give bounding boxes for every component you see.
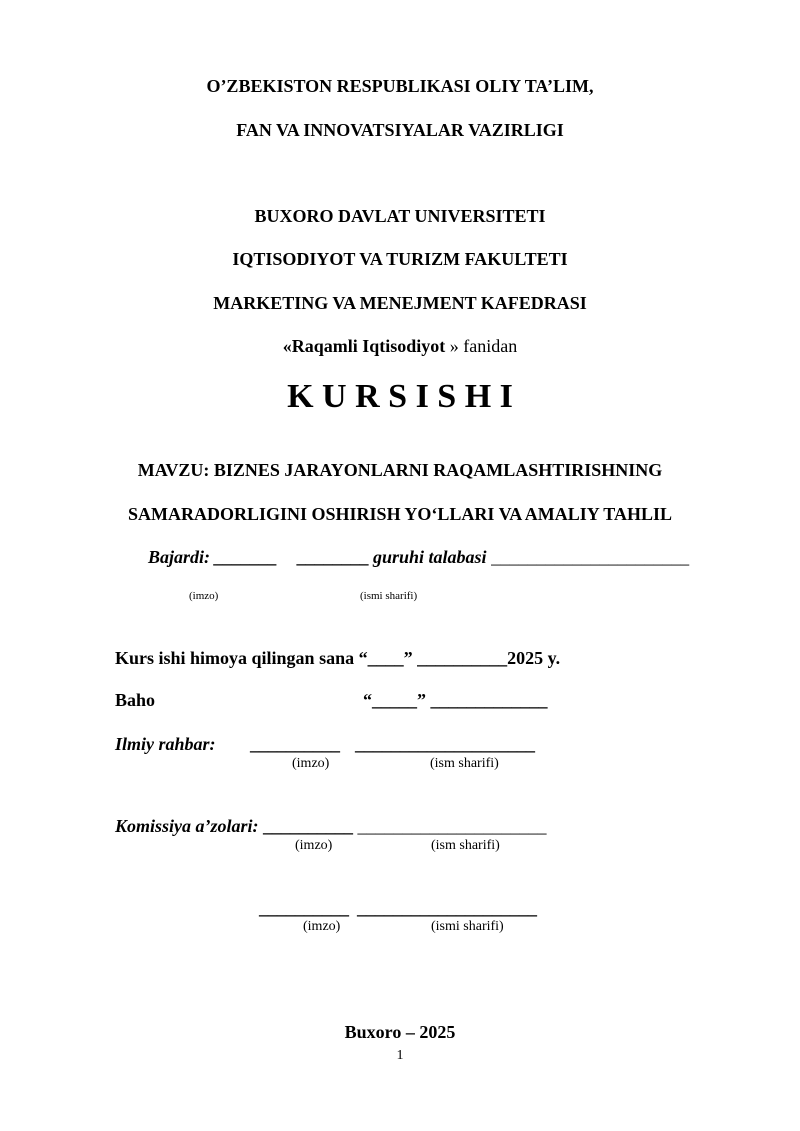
performer-name-blank: ______________________ [491,547,690,567]
subject-suffix: » fanidan [445,336,518,356]
page-number: 1 [396,1048,404,1063]
commission-line [115,816,547,837]
performer-label: Bajardi: _______ [148,547,278,567]
commission-second-name-blank: ____________________ [357,898,537,918]
grade-label: Baho [115,690,156,710]
supervisor-sign-caption: (imzo) [292,756,330,771]
faculty-name: IQTISODIYOT VA TURIZM FAKULTETI [232,249,568,269]
commission-second-sign-blank: __________ [259,898,349,918]
commission-label: Komissiya a’zolari: [115,816,259,836]
group-blank: ________ [296,547,369,567]
grade-value: “_____” _____________ [363,690,548,710]
commission-name-blank: _____________________ [357,816,547,836]
university-name: BUXORO DAVLAT UNIVERSITETI [254,206,546,226]
commission-name-caption: (ism sharifi) [431,838,500,853]
document-title: K U R S I S H I [287,378,513,415]
department-name: MARKETING VA MENEJMENT KAFEDRASI [213,293,587,313]
subject-line [0,336,800,357]
ministry-line-1: O’ZBEKISTON RESPUBLIKASI OLIY TA’LIM, [206,76,594,96]
supervisor-label: Ilmiy rahbar: [115,734,216,754]
topic-line-2: SAMARADORLIGINI OSHIRISH YO‘LLARI VA AMALIY TAHLIL [128,504,672,524]
performer-name-caption: (ismi sharifi) [360,590,418,602]
commission-sign-caption: (imzo) [295,838,333,853]
topic-line-1: MAVZU: BIZNES JARAYONLARNI RAQAMLASHTIRISHNING [137,460,663,480]
group-text: guruhi talabasi [368,547,492,567]
performer-sign-caption: (imzo) [189,590,219,602]
place-year: Buxoro – 2025 [344,1022,456,1042]
subject-name: Raqamli Iqtisodiyot [291,336,446,356]
commission-second-name-caption: (ismi sharifi) [431,919,504,934]
commission-second-sign-caption: (imzo) [303,919,341,934]
supervisor-name-blank: ____________________ [355,734,535,754]
subject-open-quote: « [282,336,292,356]
defense-date: Kurs ishi himoya qilingan sana “____” __________2025 y. [115,648,561,668]
supervisor-name-caption: (ism sharifi) [430,756,499,771]
ministry-line-2: FAN VA INNOVATSIYALAR VAZIRLIGI [236,120,564,140]
commission-sign-blank: __________ [258,816,354,836]
performer-line [148,547,689,568]
supervisor-sign-blank: __________ [250,734,340,754]
